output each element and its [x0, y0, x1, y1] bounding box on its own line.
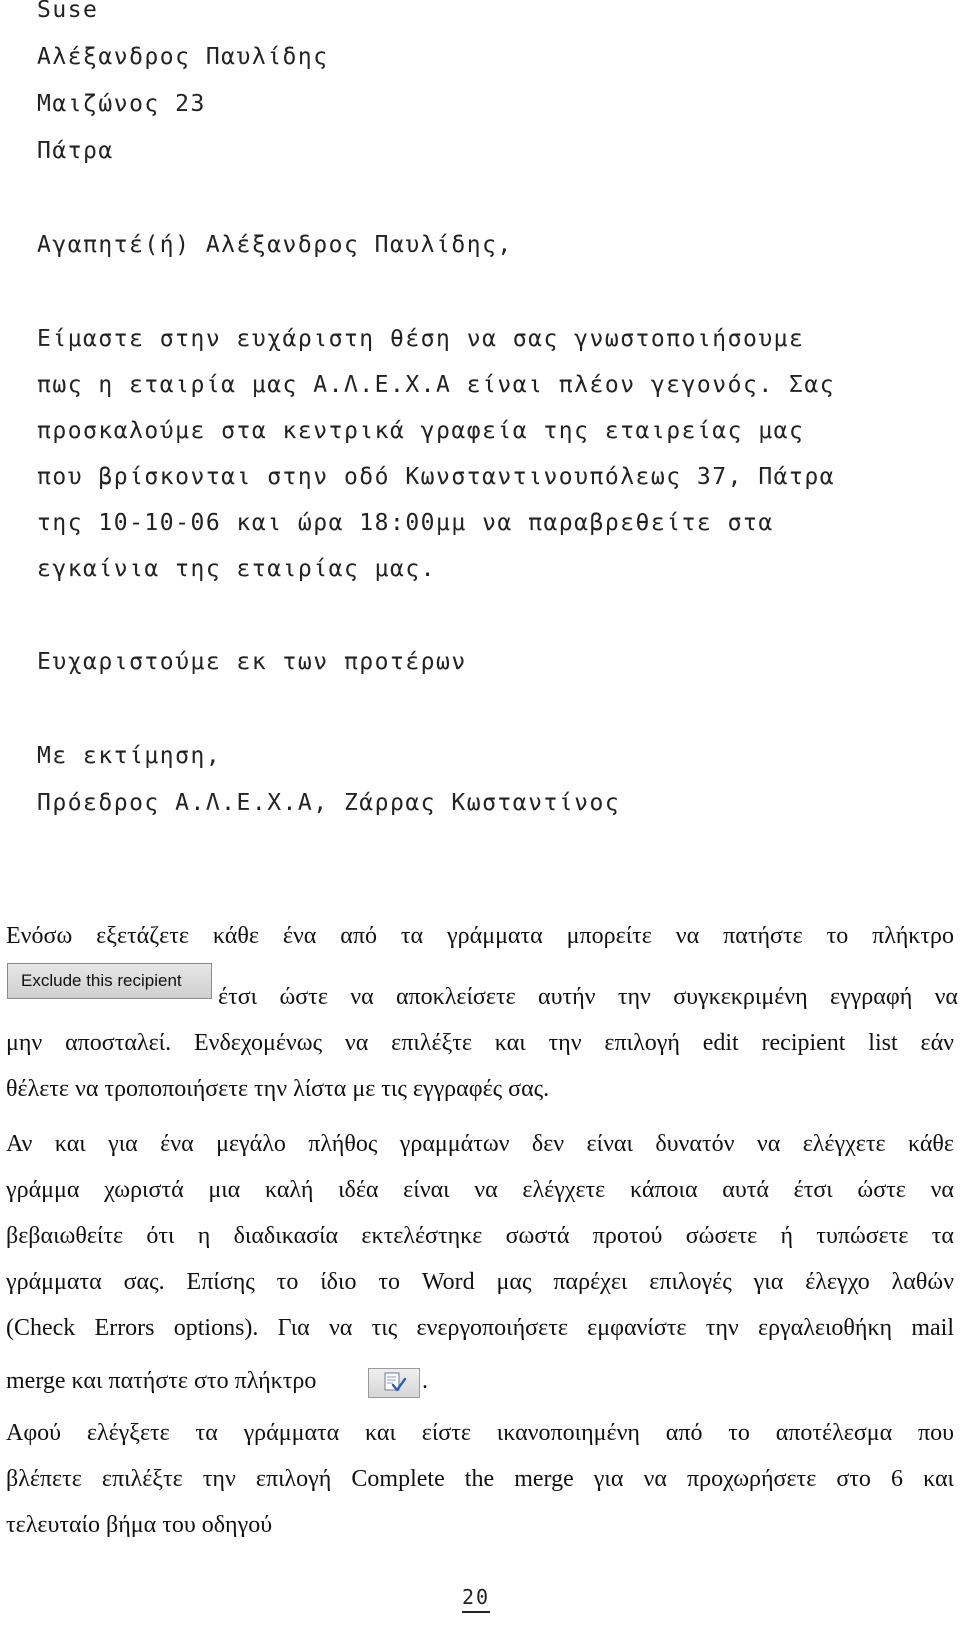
paragraph-line: μην αποσταλεί. Ενδεχομένως να επιλέξτε και την επιλογή edit recipient list εάν [6, 1030, 954, 1056]
paragraph-line: Αφού ελέγξετε τα γράμματα και είστε ικανοποιημένη από το αποτέλεσμα που [6, 1420, 954, 1446]
exclude-recipient-button[interactable]: Exclude this recipient [7, 963, 212, 999]
paragraph-line: θέλετε να τροποποιήσετε την λίστα με τις εγγραφές σας. [6, 1076, 550, 1102]
letter-address-street: Μαιζώνος 23 [37, 91, 206, 117]
letter-source: Suse [37, 0, 99, 23]
letter-thanks: Ευχαριστούμε εκ των προτέρων [37, 649, 467, 675]
letter-signature: Πρόεδρος Α.Λ.Ε.Χ.Α, Ζάρρας Κωσταντίνος [37, 790, 621, 816]
letter-body-line: Είμαστε στην ευχάριστη θέση να σας γνωστοποιήσουμε [37, 326, 805, 352]
page-number: 20 [462, 1585, 490, 1613]
check-errors-icon [382, 1371, 408, 1395]
paragraph-line: Ενόσω εξετάζετε κάθε ένα από τα γράμματα μπορείτε να πατήστε το πλήκτρο [6, 923, 954, 949]
paragraph-punctuation: . [422, 1368, 428, 1394]
paragraph-line: merge και πατήστε στο πλήκτρο [6, 1368, 317, 1394]
paragraph-line: (Check Errors options). Για να τις ενεργοποιήσετε εμφανίστε την εργαλειοθήκη mail [6, 1315, 954, 1341]
letter-closing: Με εκτίμηση, [37, 743, 222, 769]
paragraph-line: Αν και για ένα μεγάλο πλήθος γραμμάτων δεν είναι δυνατόν να ελέγχετε κάθε [6, 1131, 954, 1157]
letter-body-line: που βρίσκονται στην οδό Κωνσταντινουπόλεως 37, Πάτρα [37, 464, 836, 490]
letter-address-city: Πάτρα [37, 138, 114, 164]
paragraph-line: τελευταίο βήμα του οδηγού [6, 1512, 273, 1538]
letter-recipient-name: Αλέξανδρος Παυλίδης [37, 44, 329, 70]
letter-body-line: πως η εταιρία μας Α.Λ.Ε.Χ.Α είναι πλέον γεγονός. Σας [37, 372, 836, 398]
paragraph-line: βεβαιωθείτε ότι η διαδικασία εκτελέστηκε σωστά προτού σώσετε ή τυπώσετε τα [6, 1223, 954, 1249]
paragraph-line: γράμμα χωριστά μια καλή ιδέα είναι να ελέγχετε κάποια αυτά έτσι ώστε να [6, 1177, 954, 1203]
letter-body-line: εγκαίνια της εταιρίας μας. [37, 556, 437, 582]
letter-body-line: της 10-10-06 και ώρα 18:00μμ να παραβρεθείτε στα [37, 510, 774, 536]
letter-body-line: προσκαλούμε στα κεντρικά γραφεία της εταιρείας μας [37, 418, 805, 444]
letter-salutation: Αγαπητέ(ή) Αλέξανδρος Παυλίδης, [37, 232, 513, 258]
paragraph-line: γράμματα σας. Επίσης το ίδιο το Word μας παρέχει επιλογές για έλεγχο λαθών [6, 1269, 954, 1295]
paragraph-line: βλέπετε επιλέξτε την επιλογή Complete the merge για να προχωρήσετε στο 6 και [6, 1466, 954, 1492]
check-errors-button[interactable] [368, 1368, 420, 1398]
paragraph-line: έτσι ώστε να αποκλείσετε αυτήν την συγκεκριμένη εγγραφή να [218, 984, 958, 1010]
